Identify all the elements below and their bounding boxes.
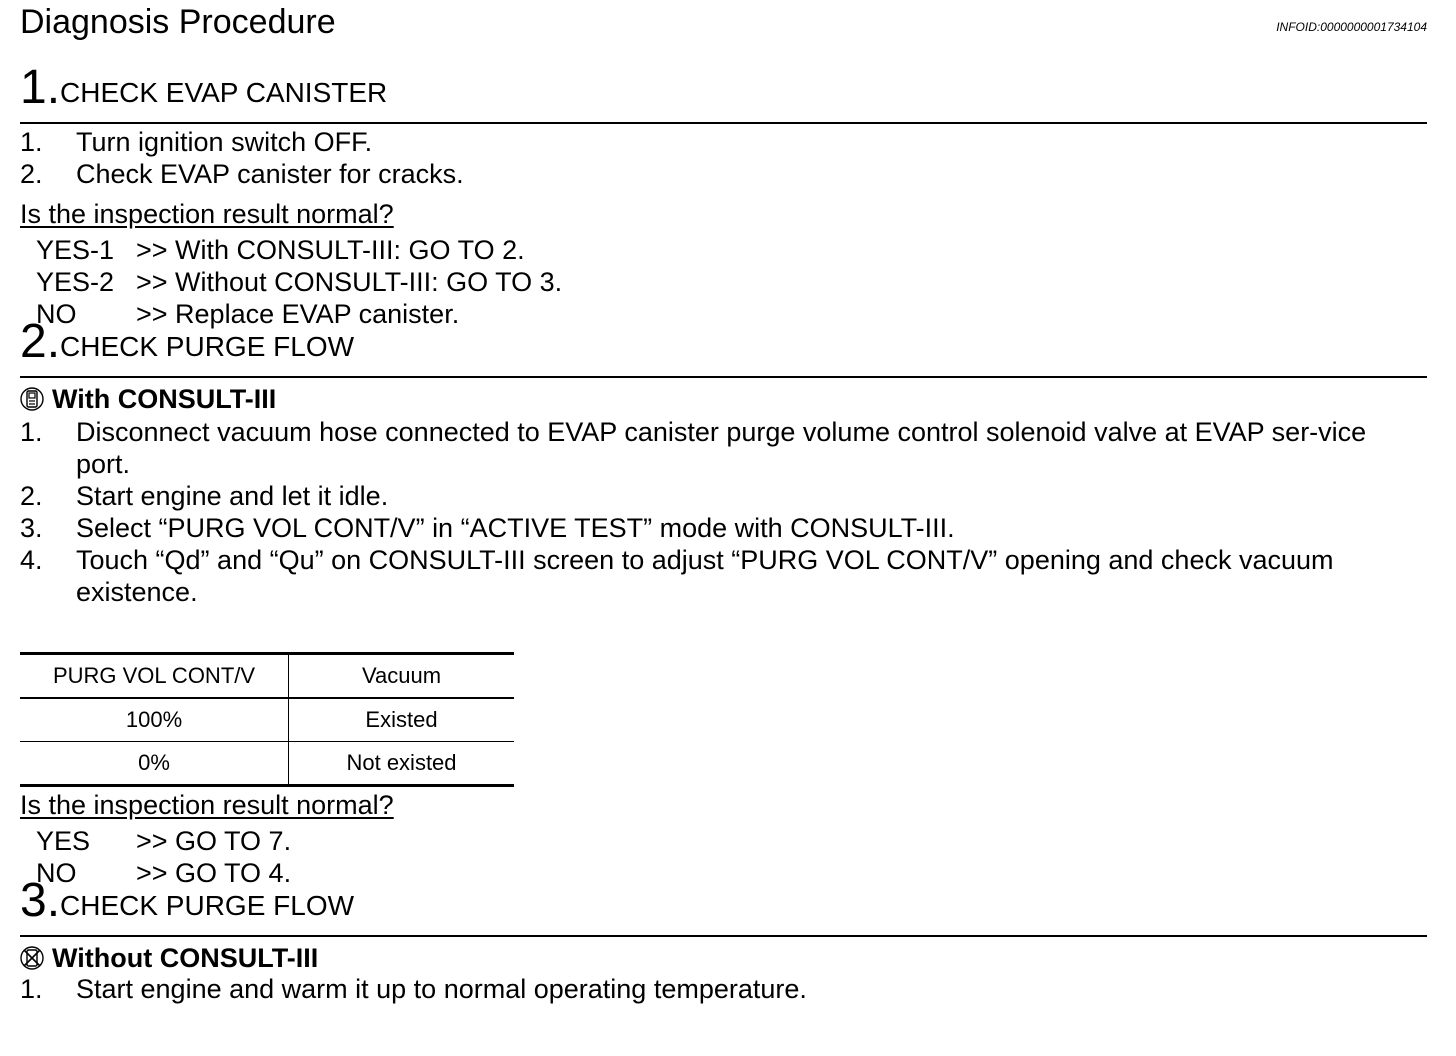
answer-text: >> GO TO 7. bbox=[136, 826, 292, 856]
answer-key: NO bbox=[36, 299, 77, 329]
list-item-text: Turn ignition switch OFF. bbox=[76, 127, 373, 157]
table-header-cell: Vacuum bbox=[361, 663, 442, 688]
list-item bbox=[20, 126, 1427, 158]
list-item bbox=[20, 158, 1427, 190]
table-cell: Existed bbox=[365, 707, 438, 732]
answer-key: YES bbox=[36, 826, 91, 856]
list-item-text: Check EVAP canister for cracks. bbox=[76, 159, 464, 189]
table-header-row bbox=[20, 654, 514, 699]
answer-text: >> Replace EVAP canister. bbox=[136, 299, 460, 329]
table-cell: 0% bbox=[20, 742, 289, 786]
list-item-number: 1. bbox=[20, 127, 43, 157]
table-cell: Not existed bbox=[346, 750, 457, 775]
consult-tool-icon bbox=[20, 387, 44, 411]
list-item-number: 1. bbox=[20, 974, 43, 1004]
answer-key: YES-1 bbox=[36, 235, 115, 265]
list-item bbox=[20, 512, 1427, 544]
document-page bbox=[20, 0, 1427, 1005]
step-3-instructions bbox=[20, 973, 1427, 1005]
table-cell: 100% bbox=[20, 698, 289, 742]
step-3-number: 3. bbox=[20, 874, 61, 927]
table-row bbox=[20, 742, 514, 786]
step-2-heading bbox=[20, 315, 1427, 378]
mode-label: With CONSULT-III bbox=[52, 384, 277, 414]
list-item-number: 3. bbox=[20, 513, 43, 543]
step-2-instructions bbox=[20, 416, 1427, 608]
step-3-mode bbox=[20, 943, 1427, 973]
list-item bbox=[20, 480, 1427, 512]
no-consult-tool-icon bbox=[20, 946, 44, 970]
list-item-number: 2. bbox=[20, 481, 43, 511]
purge-vacuum-table bbox=[20, 652, 514, 787]
step-1-title: CHECK EVAP CANISTER bbox=[60, 77, 388, 108]
page-header bbox=[20, 0, 1427, 50]
step-1-question: Is the inspection result normal? bbox=[20, 199, 394, 229]
answer-row bbox=[36, 825, 1427, 857]
answer-key: NO bbox=[36, 858, 77, 888]
list-item-number: 4. bbox=[20, 545, 43, 575]
info-id: INFOID:0000000001734104 bbox=[1276, 20, 1427, 34]
list-item-text: Select “PURG VOL CONT/V” in “ACTIVE TEST” mode with CONSULT-III. bbox=[76, 513, 955, 543]
answer-text: >> With CONSULT-III: GO TO 2. bbox=[136, 235, 525, 265]
step-2-mode bbox=[20, 384, 1427, 414]
list-item-number: 2. bbox=[20, 159, 43, 189]
page-title: Diagnosis Procedure bbox=[20, 3, 336, 41]
list-item bbox=[20, 416, 1427, 480]
list-item-text: Disconnect vacuum hose connected to EVAP canister purge volume control solenoid valve at EVAP ser-vice port. bbox=[76, 417, 1367, 479]
step-2-question: Is the inspection result normal? bbox=[20, 790, 394, 820]
list-item bbox=[20, 973, 1427, 1005]
answer-row bbox=[36, 266, 1427, 298]
answer-text: >> GO TO 4. bbox=[136, 858, 292, 888]
answer-key: YES-2 bbox=[36, 267, 115, 297]
answer-text: >> Without CONSULT-III: GO TO 3. bbox=[136, 267, 563, 297]
step-1-answers bbox=[36, 234, 1427, 330]
list-item-number: 1. bbox=[20, 417, 43, 447]
list-item bbox=[20, 544, 1427, 608]
list-item-text: Start engine and warm it up to normal operating temperature. bbox=[76, 974, 807, 1004]
answer-row bbox=[36, 234, 1427, 266]
step-1-heading bbox=[20, 50, 1427, 124]
mode-label: Without CONSULT-III bbox=[52, 943, 319, 973]
step-3-title: CHECK PURGE FLOW bbox=[60, 890, 355, 921]
step-3-heading bbox=[20, 874, 1427, 937]
step-1-instructions bbox=[20, 126, 1427, 190]
step-1-number: 1. bbox=[20, 61, 61, 114]
table-header-cell: PURG VOL CONT/V bbox=[20, 654, 289, 699]
table-row bbox=[20, 698, 514, 742]
list-item-text: Touch “Qd” and “Qu” on CONSULT-III screen to adjust “PURG VOL CONT/V” opening and check vacuum existence. bbox=[76, 545, 1334, 607]
step-2-title: CHECK PURGE FLOW bbox=[60, 331, 355, 362]
step-2-number: 2. bbox=[20, 315, 61, 368]
list-item-text: Start engine and let it idle. bbox=[76, 481, 389, 511]
